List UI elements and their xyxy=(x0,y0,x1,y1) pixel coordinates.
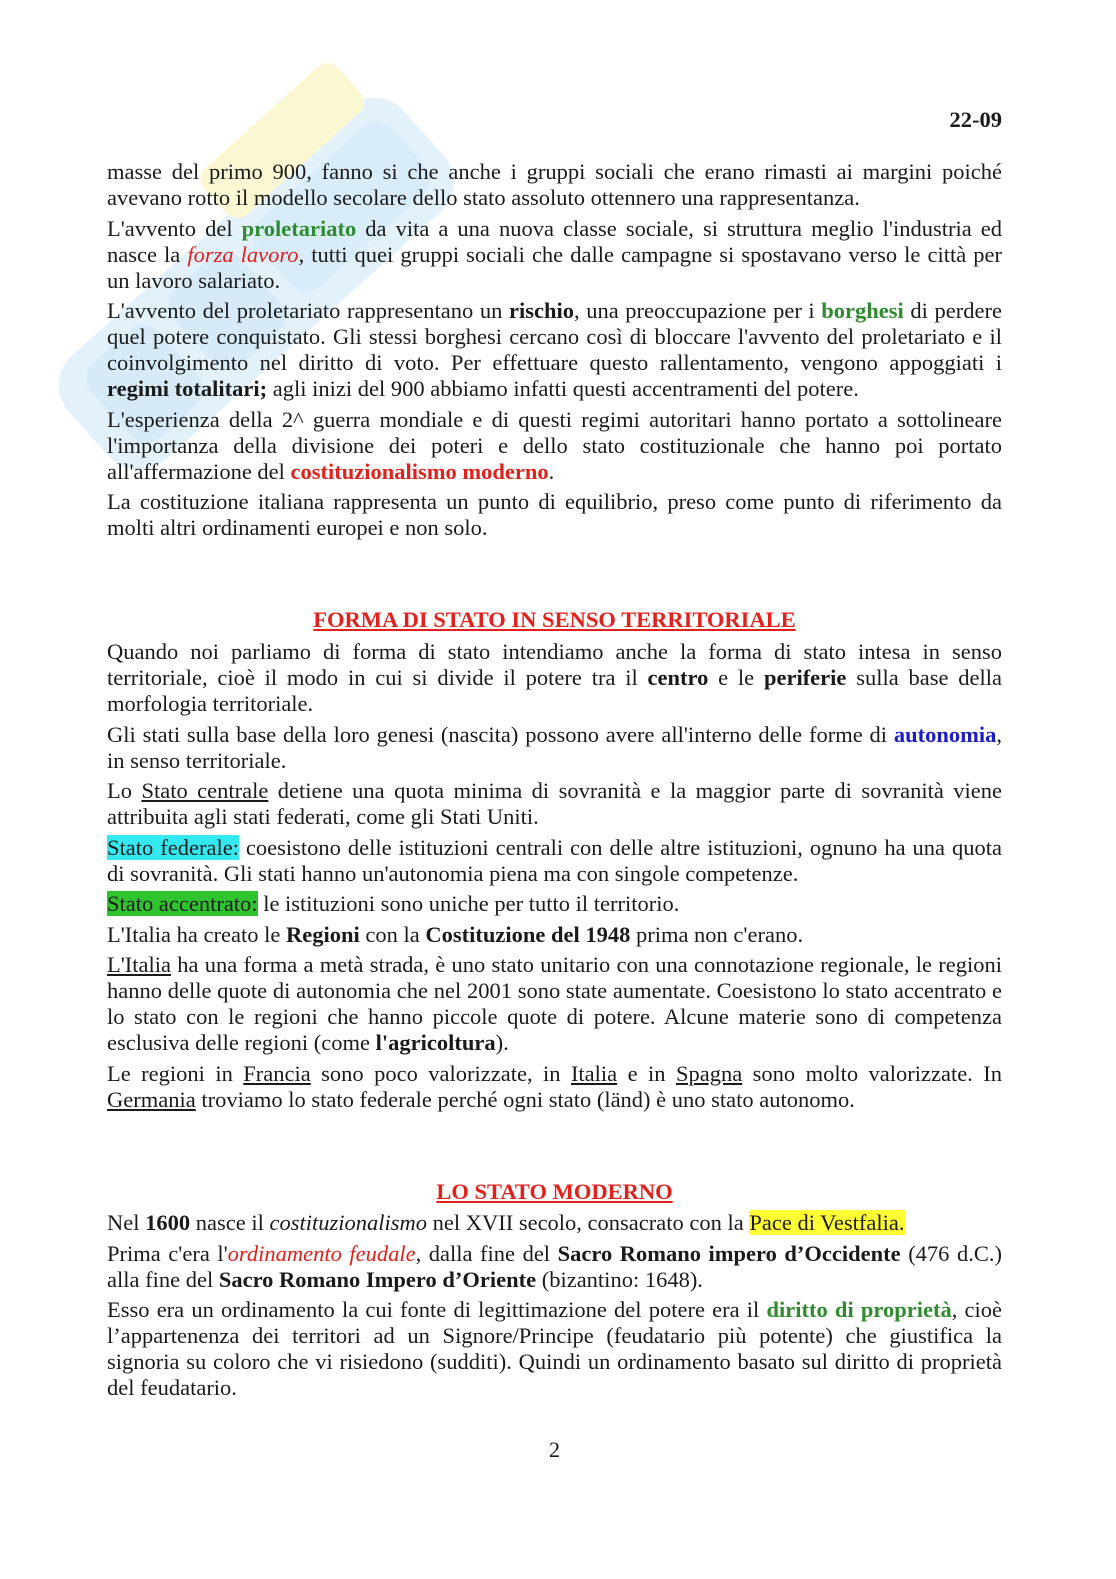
emphasized-term: ordinamento feudale xyxy=(227,1240,416,1266)
key-term: proletariato xyxy=(241,215,357,241)
bold-term: 1600 xyxy=(145,1210,191,1235)
section-territorial-state-form xyxy=(107,607,1002,1117)
text-run: , dalla fine del xyxy=(415,1240,558,1266)
text-run: L'esperienza della 2^ guerra mondiale e di questi regimi autoritari hanno portato a sottolineare l'importanza della divisione dei poteri e dello stato costituzionale che hanno poi portato all'affermazione del xyxy=(107,406,1002,484)
paragraph xyxy=(107,407,1002,485)
section-heading: LO STATO MODERNO xyxy=(436,1179,673,1204)
text-run: di perdere quel potere conquistato. Gli stessi borghesi cercano così di bloccare l'avvento del proletariato e il coinvolgimento nel diritto di voto. Per effettuare questo rallentamento, vengono appoggiati i xyxy=(107,298,1002,375)
highlighted-term: Pace di Vestfalia. xyxy=(749,1210,905,1235)
section-heading: FORMA DI STATO IN SENSO TERRITORIALE xyxy=(313,607,796,632)
text-run: nel XVII secolo, consacrato con la xyxy=(426,1210,750,1235)
paragraph xyxy=(107,639,1002,717)
text-run: Prima c'era l' xyxy=(107,1240,228,1266)
bold-term: periferie xyxy=(763,665,847,690)
text-run: Nel xyxy=(107,1210,146,1235)
key-term: borghesi xyxy=(821,298,904,323)
text-run: (bizantino: 1648). xyxy=(536,1266,703,1292)
text-run: sono molto valorizzate. In xyxy=(742,1060,1002,1086)
text-run: Gli stati sulla base della loro genesi (nascita) possono avere all'interno delle forme di xyxy=(107,721,894,747)
text-run: sulla base della morfologia territoriale. xyxy=(107,665,1002,716)
text-run: nasce il xyxy=(190,1210,270,1235)
text-run: Quando noi parliamo di forma di stato intendiamo anche la forma di stato intesa in senso territoriale, cioè il modo in cui si divide il potere tra il xyxy=(107,639,1002,690)
text-run: troviamo lo stato federale perché ogni stato (länd) è uno stato autonomo. xyxy=(195,1086,855,1112)
paragraph xyxy=(107,835,1002,887)
underlined-term: Spagna xyxy=(675,1060,743,1086)
text-run: e in xyxy=(617,1060,676,1086)
key-term: costituzionalismo moderno xyxy=(290,458,549,484)
paragraph xyxy=(107,489,1002,541)
text-run: prima non c'erano. xyxy=(630,921,804,947)
bold-term: Regioni xyxy=(285,921,360,947)
paragraph xyxy=(107,891,1002,917)
underlined-term: Stato centrale xyxy=(141,778,269,803)
page-date: 22-09 xyxy=(949,107,1002,132)
highlighted-term: Stato federale: xyxy=(107,834,239,860)
text-run: L'avvento del xyxy=(107,215,242,241)
key-term: autonomia xyxy=(893,721,997,747)
text-run: (476 d.C.) alla fine del xyxy=(107,1240,1002,1292)
paragraph xyxy=(107,1210,1002,1236)
underlined-term: Italia xyxy=(570,1060,618,1086)
text-run: . xyxy=(548,458,555,484)
paragraph xyxy=(107,1297,1002,1401)
bold-term: centro xyxy=(647,665,709,690)
highlighted-term: Stato accentrato: xyxy=(107,891,258,916)
text-run: agli inizi del 900 abbiamo infatti questi accentramenti del potere. xyxy=(267,376,859,401)
text-run: e le xyxy=(708,665,764,690)
paragraph xyxy=(107,298,1002,402)
text-run: , una preoccupazione per i xyxy=(573,298,822,323)
emphasized-term: costituzionalismo xyxy=(269,1210,427,1235)
section-modern-state xyxy=(107,1179,1002,1406)
text-run: da vita a una nuova classe sociale, si struttura meglio l'industria ed nasce la xyxy=(107,215,1002,267)
paragraph xyxy=(107,922,1002,948)
text-run: La costituzione italiana rappresenta un punto di equilibrio, preso come punto di riferimento da molti altri ordinamenti europei e non solo. xyxy=(107,489,1002,540)
text-run: Esso era un ordinamento la cui fonte di legittimazione del potere era il xyxy=(107,1297,767,1322)
text-run: L'avvento del proletariato rappresentano un xyxy=(107,298,509,323)
emphasized-term: forza lavoro xyxy=(187,241,299,267)
bold-term: Sacro Romano Impero d’Oriente xyxy=(218,1266,537,1292)
text-run: ha una forma a metà strada, è uno stato unitario con una connotazione regionale, le regioni hanno delle quote di autonomia che nel 2001 sono state aumentate. Coesistono lo stato accentrato e lo stato con le regioni che hanno piccole quote di potere. Alcune materie sono di competenza esclusiva delle regioni (come xyxy=(107,952,1002,1055)
bold-term: Costituzione del 1948 xyxy=(425,921,631,947)
underlined-term: Francia xyxy=(243,1060,311,1086)
paragraph xyxy=(107,952,1002,1056)
text-run: con la xyxy=(359,921,426,947)
paragraph xyxy=(107,216,1002,294)
paragraph xyxy=(107,1061,1002,1113)
key-term: diritto di proprietà xyxy=(766,1297,952,1322)
paragraph xyxy=(107,159,1002,211)
page-number: 2 xyxy=(548,1437,561,1462)
bold-term: rischio xyxy=(508,298,574,323)
text-run: detiene una quota minima di sovranità e la maggior parte di sovranità viene attribuita agli stati federati, come gli Stati Uniti. xyxy=(107,778,1003,829)
paragraph xyxy=(107,1241,1002,1293)
bold-term: regimi totalitari; xyxy=(107,376,268,401)
underlined-term: L'Italia xyxy=(107,952,172,977)
text-run: ). xyxy=(495,1030,509,1055)
text-run: Lo xyxy=(107,778,142,803)
text-run: coesistono delle istituzioni centrali con delle altre istituzioni, ognuno ha una quota di sovranità. Gli stati hanno un'autonomia piena ma con singole competenze. xyxy=(107,834,1003,886)
text-run: , in senso territoriale. xyxy=(107,721,1002,773)
underlined-term: Germania xyxy=(107,1086,196,1112)
text-run: Le regioni in xyxy=(107,1060,244,1086)
text-run: le istituzioni sono uniche per tutto il territorio. xyxy=(257,891,680,916)
text-run: sono poco valorizzate, in xyxy=(310,1060,571,1086)
text-run: masse del primo 900, fanno si che anche i gruppi sociali che erano rimasti ai margini poiché avevano rotto il modello secolare dello stato assoluto ottennero una rappresentanza. xyxy=(107,159,1002,210)
bold-term: l'agricoltura xyxy=(375,1030,496,1055)
bold-term: Sacro Romano impero d’Occidente xyxy=(557,1240,901,1266)
paragraph xyxy=(107,778,1002,830)
text-run: L'Italia ha creato le xyxy=(107,921,286,947)
text-run: , cioè l’appartenenza dei territori ad un Signore/Principe (feudatario più potente) che giustifica la signoria su coloro che vi risiedono (sudditi). Quindi un ordinamento basato sul diritto di proprietà del feudatario. xyxy=(107,1297,1003,1400)
text-run: , tutti quei gruppi sociali che dalle campagne si spostavano verso le città per un lavoro salariato. xyxy=(107,241,1002,293)
paragraph xyxy=(107,722,1002,774)
section-intro xyxy=(107,159,1002,546)
